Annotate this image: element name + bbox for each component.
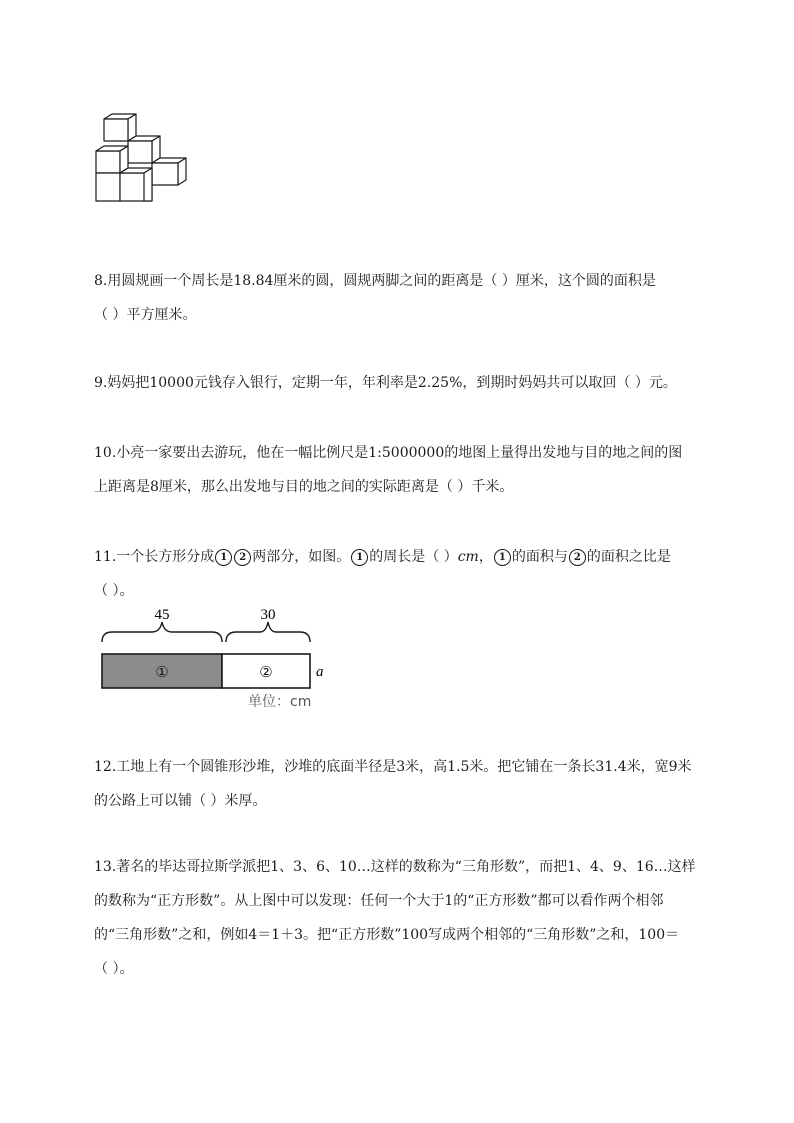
question-13: [94, 850, 704, 986]
question-12-line-2: 的公路上可以铺（ ）米厚。: [94, 793, 267, 809]
question-11-text-f: 的面积之比是: [586, 549, 671, 565]
question-11-text-d: ，: [478, 549, 493, 565]
question-12-line-1: 12.工地上有一个圆锥形沙堆，沙堆的底面半径是3米，高1.5米。把它铺在一条长31.4米，宽9米: [94, 759, 692, 775]
question-9-line-1: 9.妈妈把10000元钱存入银行，定期一年，年利率是2.25%，到期时妈妈共可以取回（ ）元。: [94, 375, 677, 391]
question-13-line-3: 的“三角形数”之和，例如4＝1＋3。把“正方形数”100写成两个相邻的“三角形数”之和，100＝: [94, 927, 680, 943]
unit-cm: cm: [457, 549, 479, 565]
rectangle-drawing: [94, 606, 334, 718]
question-11-text-e: 的面积与: [511, 549, 568, 565]
height-label: a: [316, 664, 324, 680]
question-11: [94, 540, 704, 608]
unit-label: 单位：cm: [248, 694, 312, 710]
question-10-line-1: 10.小亮一家要出去游玩，他在一幅比例尺是1:5000000的地图上量得出发地与目的地之间的图: [94, 445, 683, 461]
cube-stack-drawing: [94, 110, 194, 206]
region-2-label: ②: [259, 663, 273, 681]
question-10-line-2: 上距离是8厘米，那么出发地与目的地之间的实际距离是（ ）千米。: [94, 479, 514, 495]
question-8-line-1: 8.用圆规画一个周长是18.84厘米的圆，圆规两脚之间的距离是（ ）厘米，这个圆的面积是: [94, 273, 656, 289]
circled-number-1: 1: [494, 549, 511, 566]
circled-number-1: 1: [351, 549, 368, 566]
question-13-line-4: （ ）。: [94, 961, 134, 977]
circled-number-2: 2: [569, 549, 586, 566]
question-9: [94, 366, 704, 400]
question-11-text-a: 11.一个长方形分成: [94, 549, 215, 565]
cube-stack-figure: [94, 110, 194, 210]
question-11-line-2: （ ）。: [94, 583, 134, 599]
question-13-line-1: 13.著名的毕达哥拉斯学派把1、3、6、10…这样的数称为“三角形数”，而把1、4、9、16…这样: [94, 859, 696, 875]
question-10: [94, 436, 704, 504]
left-width-label: 45: [154, 607, 170, 623]
question-11-line-1: [94, 540, 704, 574]
left-brace: [102, 622, 222, 642]
question-8-line-2: （ ）平方厘米。: [94, 307, 197, 323]
circled-number-1: 1: [215, 549, 232, 566]
question-12: [94, 750, 704, 818]
circled-number-2: 2: [234, 549, 251, 566]
right-brace: [226, 622, 310, 642]
rectangle-figure: [94, 606, 334, 722]
question-13-line-2: 的数称为“正方形数”。从上图中可以发现：任何一个大于1的“正方形数”都可以看作两个相邻: [94, 893, 664, 909]
right-width-label: 30: [260, 607, 276, 623]
question-8: [94, 264, 704, 332]
question-11-text-c: 的周长是（ ）: [369, 549, 458, 565]
region-1-label: ①: [155, 663, 169, 681]
question-11-text-b: 两部分，如图。: [252, 549, 351, 565]
